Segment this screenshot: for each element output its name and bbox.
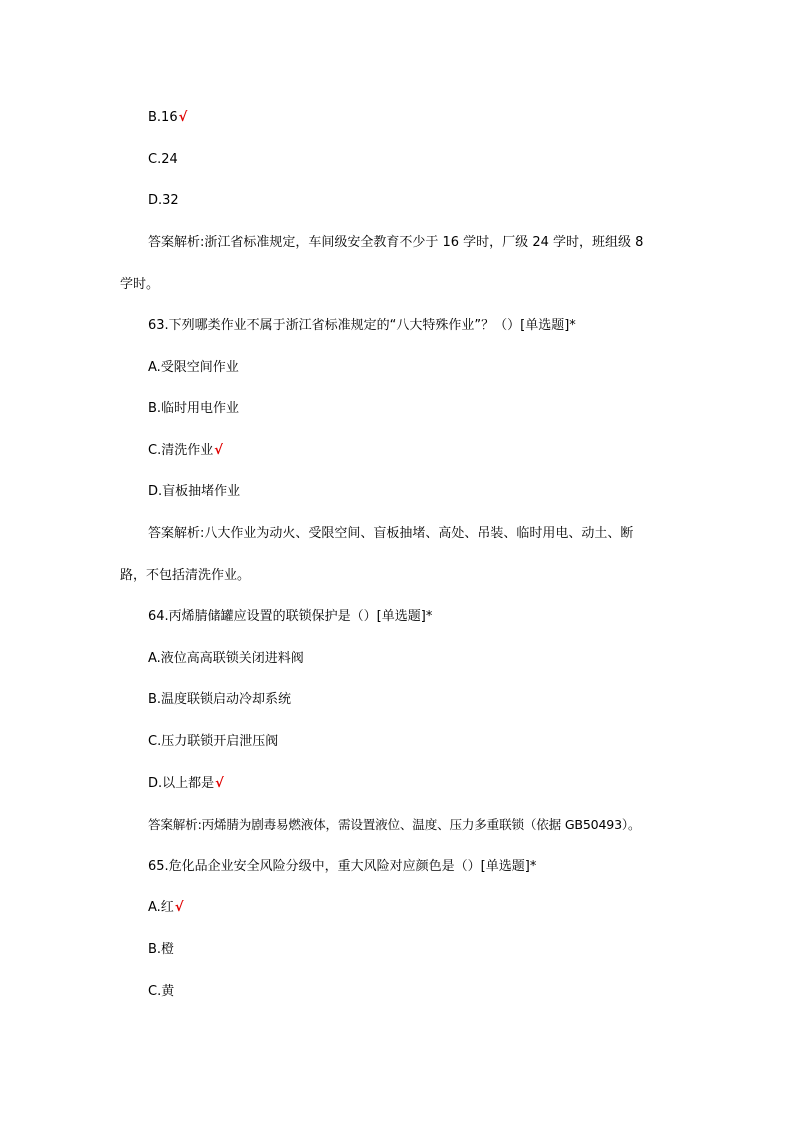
correct-check-icon: √: [215, 776, 224, 791]
q63-analysis-line-2: 路，不包括清洗作业。: [120, 568, 251, 583]
q63-option-a: A.受限空间作业: [148, 360, 239, 375]
q64-question: 64.丙烯腈储罐应设置的联锁保护是（）[单选题]*: [148, 609, 433, 624]
correct-check-icon: √: [178, 110, 188, 125]
q63-option-c: [148, 442, 223, 460]
q62-option-c: C.24: [148, 152, 178, 167]
option-text: C.清洗作业: [148, 443, 214, 458]
q65-option-b: B.橙: [148, 942, 175, 957]
q63-option-b: B.临时用电作业: [148, 401, 240, 416]
q64-option-b: B.温度联锁启动冷却系统: [148, 692, 292, 707]
q65-question: 65.危化品企业安全风险分级中，重大风险对应颜色是（）[单选题]*: [148, 859, 537, 874]
q63-analysis-line-1: 答案解析:八大作业为动火、受限空间、盲板抽堵、高处、吊装、临时用电、动土、断: [148, 526, 634, 541]
correct-check-icon: √: [214, 443, 223, 458]
q62-option-b: [148, 109, 187, 127]
q62-analysis-line-1: 答案解析:浙江省标准规定，车间级安全教育不少于 16 学时，厂级 24 学时，班组级 8: [148, 235, 644, 250]
q64-analysis: 答案解析:丙烯腈为剧毒易燃液体，需设置液位、温度、压力多重联锁（依据 GB50493）。: [148, 817, 641, 832]
q62-analysis-line-2: 学时。: [120, 277, 160, 292]
q65-option-a: [148, 899, 183, 917]
q63-option-d: D.盲板抽堵作业: [148, 484, 241, 499]
q64-option-c: C.压力联锁开启泄压阀: [148, 734, 279, 749]
q65-option-c: C.黄: [148, 984, 175, 999]
option-text: B.16: [148, 110, 178, 125]
q63-question: 63.下列哪类作业不属于浙江省标准规定的“八大特殊作业”？（）[单选题]*: [148, 318, 576, 333]
q64-option-d: [148, 775, 224, 793]
q64-option-a: A.液位高高联锁关闭进料阀: [148, 651, 304, 666]
correct-check-icon: √: [174, 900, 184, 915]
option-text: A.红: [148, 900, 174, 915]
option-text: D.以上都是: [148, 776, 215, 791]
q62-option-d: D.32: [148, 193, 179, 208]
